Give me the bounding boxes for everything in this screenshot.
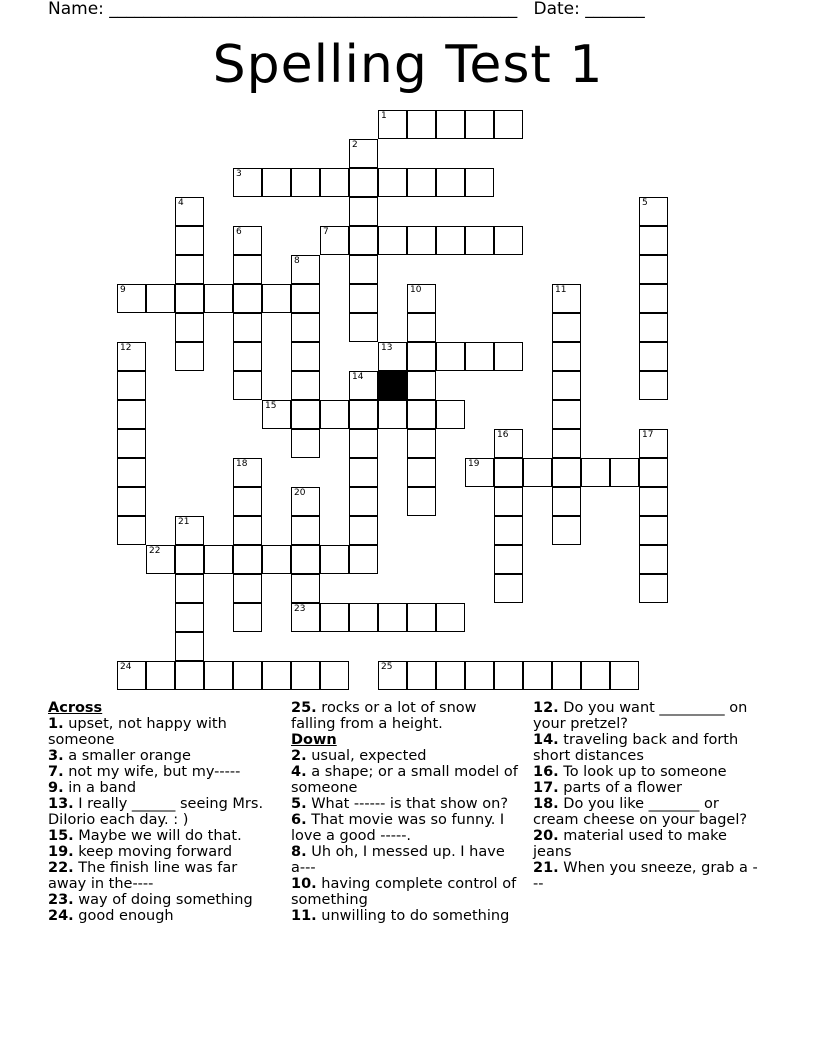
grid-cell[interactable]: [552, 284, 581, 313]
grid-cell[interactable]: [233, 603, 262, 632]
grid-cell[interactable]: [262, 284, 291, 313]
grid-cell[interactable]: [117, 516, 146, 545]
grid-cell[interactable]: [233, 516, 262, 545]
grid-cell[interactable]: [291, 284, 320, 313]
grid-cell[interactable]: [349, 255, 378, 284]
grid-cell[interactable]: [407, 110, 436, 139]
clue-number: 15: [265, 401, 277, 411]
clue-number: 18: [236, 459, 248, 469]
clue-text: rocks or a lot of snow falling from a height.: [291, 700, 477, 732]
grid-cell[interactable]: [349, 603, 378, 632]
clue-text: That movie was so funny. I love a good -----.: [291, 812, 505, 844]
clue-item: [533, 796, 761, 828]
grid-cell[interactable]: [291, 371, 320, 400]
grid-cell[interactable]: [465, 168, 494, 197]
grid-cell[interactable]: [291, 400, 320, 429]
grid-cell[interactable]: [465, 458, 494, 487]
clue-item: [48, 908, 276, 924]
grid-cell[interactable]: [117, 458, 146, 487]
grid-cell[interactable]: [291, 342, 320, 371]
clue-text: upset, not happy with someone: [48, 716, 227, 748]
clue-text: a shape; or a small model of someone: [291, 764, 518, 796]
grid-cell[interactable]: [349, 197, 378, 226]
clue-num: 7.: [48, 764, 64, 780]
grid-cell[interactable]: [320, 603, 349, 632]
clue-item: [533, 732, 761, 764]
grid-cell[interactable]: [523, 661, 552, 690]
grid-cell[interactable]: [378, 661, 407, 690]
clue-text: usual, expected: [306, 748, 427, 764]
clue-item: [48, 716, 276, 748]
clue-item: [533, 764, 761, 780]
clue-number: 16: [497, 430, 509, 440]
grid-cell[interactable]: [378, 400, 407, 429]
grid-cell[interactable]: [349, 226, 378, 255]
grid-cell[interactable]: [291, 574, 320, 603]
grid-cell[interactable]: [378, 603, 407, 632]
grid-cell[interactable]: [494, 458, 523, 487]
grid-cell[interactable]: [175, 632, 204, 661]
grid-cell[interactable]: [349, 371, 378, 400]
clue-text: Uh oh, I messed up. I have a---: [291, 844, 505, 876]
grid-cell[interactable]: [233, 342, 262, 371]
clue-num: 23.: [48, 892, 74, 908]
grid-cell[interactable]: [175, 197, 204, 226]
grid-cell[interactable]: [407, 342, 436, 371]
clue-num: 4.: [291, 764, 307, 780]
clue-num: 13.: [48, 796, 74, 812]
grid-cell[interactable]: [320, 226, 349, 255]
grid-cell[interactable]: [639, 197, 668, 226]
clue-num: 20.: [533, 828, 559, 844]
grid-cell[interactable]: [233, 168, 262, 197]
grid-cell[interactable]: [291, 545, 320, 574]
grid-cell[interactable]: [233, 313, 262, 342]
clue-item: [48, 844, 276, 860]
clue-item: [291, 812, 519, 844]
clue-text: unwilling to do something: [316, 908, 510, 924]
grid-cell[interactable]: [233, 371, 262, 400]
across-heading: Across: [48, 700, 103, 716]
clue-item: [291, 908, 519, 924]
clue-text: not my wife, but my-----: [63, 764, 241, 780]
clue-text: having complete control of something: [291, 876, 517, 908]
grid-cell[interactable]: [349, 429, 378, 458]
clue-item: [291, 764, 519, 796]
grid-cell[interactable]: [407, 226, 436, 255]
grid-cell[interactable]: [204, 545, 233, 574]
grid-cell[interactable]: [639, 255, 668, 284]
grid-cell[interactable]: [436, 110, 465, 139]
clue-item: [533, 860, 761, 892]
grid-cell[interactable]: [233, 255, 262, 284]
grid-cell[interactable]: [349, 458, 378, 487]
grid-cell[interactable]: [436, 603, 465, 632]
grid-cell[interactable]: [378, 168, 407, 197]
grid-cell[interactable]: [175, 255, 204, 284]
clue-text: material used to make jeans: [533, 828, 727, 860]
grid-cell[interactable]: [233, 487, 262, 516]
clue-number: 8: [294, 256, 300, 266]
grid-cell[interactable]: [175, 516, 204, 545]
grid-cell[interactable]: [349, 284, 378, 313]
clue-item: [533, 780, 761, 796]
page-title: Spelling Test 1: [212, 35, 604, 95]
clue-item: [48, 828, 276, 844]
grid-cell[interactable]: [610, 661, 639, 690]
grid-cell[interactable]: [436, 168, 465, 197]
grid-cell[interactable]: [407, 603, 436, 632]
clue-number: 4: [178, 198, 184, 208]
clue-num: 21.: [533, 860, 559, 876]
clue-number: 2: [352, 140, 358, 150]
grid-cell[interactable]: [552, 487, 581, 516]
clue-item: [291, 796, 519, 812]
grid-cell[interactable]: [494, 487, 523, 516]
clue-number: 14: [352, 372, 364, 382]
grid-cell[interactable]: [552, 516, 581, 545]
clue-item: [48, 860, 276, 892]
grid-cell[interactable]: [552, 313, 581, 342]
grid-cell[interactable]: [494, 226, 523, 255]
clue-item: [291, 748, 519, 764]
clue-text: parts of a flower: [558, 780, 683, 796]
grid-cell[interactable]: [349, 545, 378, 574]
grid-cell[interactable]: [117, 284, 146, 313]
clue-text: Do you like _______ or cream cheese on your bagel?: [533, 796, 748, 828]
grid-cell[interactable]: [407, 168, 436, 197]
grid-cell[interactable]: [436, 400, 465, 429]
grid-cell[interactable]: [523, 458, 552, 487]
grid-cell[interactable]: [639, 371, 668, 400]
grid-cell[interactable]: [378, 342, 407, 371]
grid-cell[interactable]: [204, 661, 233, 690]
clue-num: 5.: [291, 796, 307, 812]
clue-number: 6: [236, 227, 242, 237]
grid-cell[interactable]: [494, 661, 523, 690]
clues-column-1: [48, 700, 276, 924]
grid-cell[interactable]: [407, 661, 436, 690]
grid-cell[interactable]: [175, 313, 204, 342]
clue-number: 19: [468, 459, 480, 469]
clues-column-2: [291, 700, 519, 924]
grid-cell[interactable]: [175, 342, 204, 371]
clue-item: [291, 876, 519, 908]
grid-cell-black: [378, 371, 407, 400]
clue-number: 17: [642, 430, 654, 440]
grid-cell[interactable]: [552, 429, 581, 458]
grid-cell[interactable]: [494, 110, 523, 139]
grid-cell[interactable]: [262, 168, 291, 197]
clue-number: 12: [120, 343, 132, 353]
grid-cell[interactable]: [175, 284, 204, 313]
grid-cell[interactable]: [146, 284, 175, 313]
grid-cell[interactable]: [349, 313, 378, 342]
grid-cell[interactable]: [436, 226, 465, 255]
grid-cell[interactable]: [378, 110, 407, 139]
clue-item: [48, 892, 276, 908]
grid-cell[interactable]: [175, 661, 204, 690]
grid-cell[interactable]: [465, 342, 494, 371]
grid-cell[interactable]: [291, 661, 320, 690]
grid-cell[interactable]: [117, 342, 146, 371]
clue-num: 16.: [533, 764, 559, 780]
clue-num: 11.: [291, 908, 317, 924]
clue-item: [48, 748, 276, 764]
clue-num: 24.: [48, 908, 74, 924]
clue-text: The finish line was far away in the----: [48, 860, 238, 892]
grid-cell[interactable]: [552, 400, 581, 429]
clue-item: [533, 700, 761, 732]
clue-num: 9.: [48, 780, 64, 796]
grid-cell[interactable]: [407, 458, 436, 487]
grid-cell[interactable]: [552, 458, 581, 487]
grid-cell[interactable]: [639, 429, 668, 458]
clue-num: 22.: [48, 860, 74, 876]
grid-cell[interactable]: [639, 516, 668, 545]
grid-cell[interactable]: [291, 255, 320, 284]
clue-text: Maybe we will do that.: [73, 828, 242, 844]
grid-cell[interactable]: [639, 342, 668, 371]
grid-cell[interactable]: [552, 342, 581, 371]
grid-cell[interactable]: [610, 458, 639, 487]
clue-text: Do you want _________ on your pretzel?: [533, 700, 748, 732]
grid-cell[interactable]: [320, 400, 349, 429]
grid-cell[interactable]: [291, 313, 320, 342]
grid-cell[interactable]: [407, 371, 436, 400]
clue-num: 2.: [291, 748, 307, 764]
grid-cell[interactable]: [291, 429, 320, 458]
grid-cell[interactable]: [320, 168, 349, 197]
grid-cell[interactable]: [233, 545, 262, 574]
clues-column-3: [533, 700, 761, 892]
grid-cell[interactable]: [494, 516, 523, 545]
clue-text: a smaller orange: [63, 748, 191, 764]
grid-cell[interactable]: [639, 574, 668, 603]
clue-item: [533, 828, 761, 860]
grid-cell[interactable]: [639, 458, 668, 487]
grid-cell[interactable]: [117, 400, 146, 429]
grid-cell[interactable]: [204, 284, 233, 313]
grid-cell[interactable]: [175, 574, 204, 603]
grid-cell[interactable]: [581, 458, 610, 487]
clue-text: I really ______ seeing Mrs. DiIorio each day. : ): [48, 796, 264, 828]
grid-cell[interactable]: [175, 603, 204, 632]
clue-number: 24: [120, 662, 132, 672]
grid-cell[interactable]: [436, 342, 465, 371]
grid-cell[interactable]: [117, 371, 146, 400]
grid-cell[interactable]: [233, 661, 262, 690]
grid-cell[interactable]: [291, 603, 320, 632]
clue-number: 11: [555, 285, 567, 295]
clue-num: 8.: [291, 844, 307, 860]
grid-cell[interactable]: [639, 545, 668, 574]
grid-cell[interactable]: [465, 661, 494, 690]
grid-cell[interactable]: [117, 487, 146, 516]
clue-text: traveling back and forth short distances: [533, 732, 739, 764]
grid-cell[interactable]: [291, 516, 320, 545]
clue-item: [48, 796, 276, 828]
grid-cell[interactable]: [494, 574, 523, 603]
grid-cell[interactable]: [117, 661, 146, 690]
grid-cell[interactable]: [349, 487, 378, 516]
grid-cell[interactable]: [552, 371, 581, 400]
clue-text: When you sneeze, grab a ---: [533, 860, 758, 892]
clue-item: [291, 844, 519, 876]
grid-cell[interactable]: [581, 661, 610, 690]
grid-cell[interactable]: [175, 226, 204, 255]
clue-num: 17.: [533, 780, 559, 796]
clue-number: 21: [178, 517, 190, 527]
grid-cell[interactable]: [233, 284, 262, 313]
grid-cell[interactable]: [378, 226, 407, 255]
clue-number: 10: [410, 285, 422, 295]
grid-cell[interactable]: [407, 487, 436, 516]
grid-cell[interactable]: [407, 429, 436, 458]
clue-num: 3.: [48, 748, 64, 764]
clue-text: way of doing something: [73, 892, 253, 908]
grid-cell[interactable]: [407, 284, 436, 313]
clue-num: 12.: [533, 700, 559, 716]
grid-cell[interactable]: [639, 284, 668, 313]
down-heading: Down: [291, 732, 337, 748]
grid-cell[interactable]: [233, 226, 262, 255]
clue-num: 6.: [291, 812, 307, 828]
grid-cell[interactable]: [465, 110, 494, 139]
clue-num: 14.: [533, 732, 559, 748]
grid-cell[interactable]: [262, 400, 291, 429]
clue-item: [48, 764, 276, 780]
clue-text: good enough: [73, 908, 174, 924]
grid-cell[interactable]: [639, 313, 668, 342]
grid-cell[interactable]: [349, 139, 378, 168]
grid-cell[interactable]: [494, 429, 523, 458]
grid-cell[interactable]: [320, 545, 349, 574]
grid-cell[interactable]: [407, 313, 436, 342]
clue-num: 1.: [48, 716, 64, 732]
grid-cell[interactable]: [494, 342, 523, 371]
grid-cell[interactable]: [407, 400, 436, 429]
grid-cell[interactable]: [639, 226, 668, 255]
grid-cell[interactable]: [262, 545, 291, 574]
clue-number: 7: [323, 227, 329, 237]
clue-number: 3: [236, 169, 242, 179]
grid-cell[interactable]: [552, 661, 581, 690]
clue-text: What ------ is that show on?: [306, 796, 509, 812]
grid-cell[interactable]: [146, 545, 175, 574]
grid-cell[interactable]: [291, 487, 320, 516]
grid-cell[interactable]: [349, 516, 378, 545]
grid-cell[interactable]: [349, 400, 378, 429]
clue-number: 5: [642, 198, 648, 208]
name-date-line: Name: ________________________________________________ Date: _______: [48, 0, 645, 19]
clue-text: keep moving forward: [73, 844, 233, 860]
clue-num: 10.: [291, 876, 317, 892]
clue-num: 19.: [48, 844, 74, 860]
clue-number: 20: [294, 488, 306, 498]
grid-cell[interactable]: [262, 661, 291, 690]
clue-text: To look up to someone: [558, 764, 727, 780]
grid-cell[interactable]: [291, 168, 320, 197]
clue-number: 9: [120, 285, 126, 295]
clue-num: 15.: [48, 828, 74, 844]
clue-number: 1: [381, 111, 387, 121]
clue-text: in a band: [63, 780, 137, 796]
clue-number: 13: [381, 343, 393, 353]
clue-item: [48, 780, 276, 796]
grid-cell[interactable]: [436, 661, 465, 690]
grid-cell[interactable]: [494, 545, 523, 574]
grid-cell[interactable]: [233, 574, 262, 603]
clue-item: [291, 700, 519, 732]
grid-cell[interactable]: [117, 429, 146, 458]
clue-number: 25: [381, 662, 393, 672]
clue-num: 18.: [533, 796, 559, 812]
grid-cell[interactable]: [639, 487, 668, 516]
grid-cell[interactable]: [465, 226, 494, 255]
grid-cell[interactable]: [349, 168, 378, 197]
grid-cell[interactable]: [233, 458, 262, 487]
clue-number: 22: [149, 546, 161, 556]
clue-num: 25.: [291, 700, 317, 716]
grid-cell[interactable]: [320, 661, 349, 690]
grid-cell[interactable]: [146, 661, 175, 690]
grid-cell[interactable]: [175, 545, 204, 574]
clue-number: 23: [294, 604, 306, 614]
